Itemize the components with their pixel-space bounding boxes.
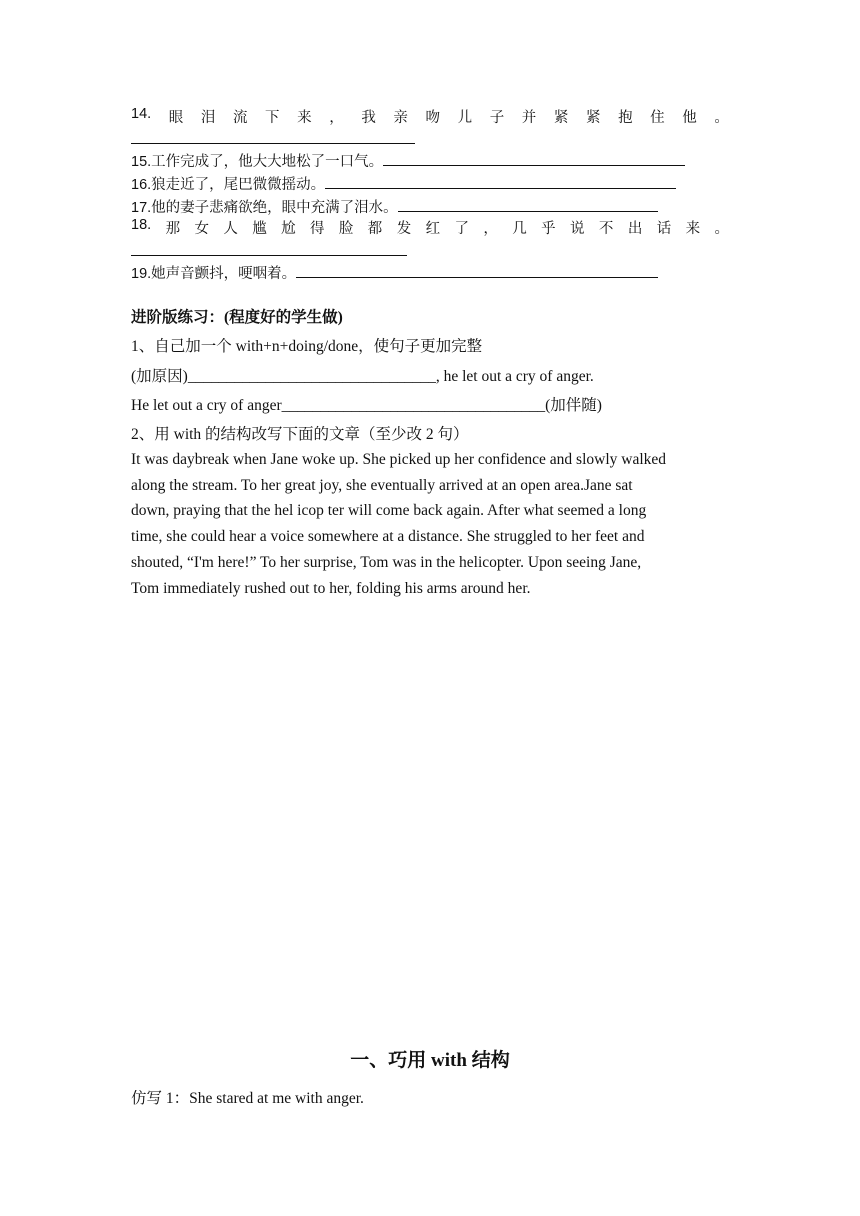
question-char: 红 <box>425 221 441 237</box>
question-char: 儿 <box>457 110 473 126</box>
imitation-1: 仿写 1：She stared at me with anger. <box>131 1090 364 1107</box>
question-char: ， <box>329 110 344 126</box>
question-char: 眼 <box>168 110 184 126</box>
advanced-task-1: 1、自己加一个 with+n+doing/done，使句子更加完整 <box>131 338 483 355</box>
question-char: 泪 <box>200 110 216 126</box>
advanced-task-2: 2、用 with 的结构改写下面的文章（至少改 2 句） <box>131 426 469 443</box>
question-char: 紧 <box>553 110 569 126</box>
passage <box>131 447 731 601</box>
question-char: 尬 <box>281 221 296 237</box>
passage-line: Tom immediately rushed out to her, folding his arms around her. <box>131 579 531 597</box>
question-char: 不 <box>598 221 614 237</box>
advanced-heading: 进阶版练习：(程度好的学生做) <box>131 309 343 326</box>
question-18 <box>131 217 729 238</box>
question-char: 乎 <box>541 221 556 237</box>
question-char: 女 <box>194 221 209 237</box>
question-17-text: 17.他的妻子悲痛欲绝，眼中充满了泪水。 <box>131 200 398 216</box>
question-char: 抱 <box>618 110 633 126</box>
question-19 <box>131 262 658 283</box>
question-char: 发 <box>396 221 412 237</box>
question-char: 说 <box>570 221 585 237</box>
question-char: 子 <box>489 110 505 126</box>
question-15-text: 15.工作完成了，他大大地松了一口气。 <box>131 154 384 170</box>
question-char: 吻 <box>425 110 441 126</box>
question-char: 尴 <box>252 221 267 237</box>
question-char: 得 <box>310 221 325 237</box>
section-title: 一、巧用 with 结构 <box>350 1050 510 1071</box>
passage-line: It was daybreak when Jane woke up. She picked up her confidence and slowly walked <box>131 451 667 468</box>
question-char: 几 <box>512 221 527 237</box>
question-char: 来 <box>685 221 701 237</box>
answer-blank-17[interactable] <box>398 197 658 212</box>
question-char: 那 <box>165 221 181 237</box>
passage-line: down, praying that the hel icop ter will come back again. After what seemed a long <box>131 502 647 520</box>
passage-line: time, she could hear a voice somewhere at a distance. She struggled to her feet and <box>131 528 645 546</box>
question-char: 18. <box>131 217 152 233</box>
question-char: 。 <box>714 110 729 126</box>
question-15 <box>131 150 685 171</box>
question-17 <box>131 196 658 217</box>
question-char: 紧 <box>585 110 601 126</box>
question-char: 都 <box>367 221 383 237</box>
answer-blank-18[interactable] <box>131 255 407 256</box>
line-b-blank[interactable]: __________________________________ <box>281 397 546 414</box>
task-1-line-b <box>131 393 602 415</box>
question-char: 下 <box>265 110 280 126</box>
answer-blank-16[interactable] <box>325 174 676 189</box>
line-b-prefix: He let out a cry of anger <box>131 397 282 414</box>
question-14 <box>131 106 729 127</box>
line-a-blank[interactable]: ________________________________ <box>187 368 436 385</box>
question-char: 流 <box>232 110 248 126</box>
question-char: 14. <box>131 106 152 122</box>
question-19-text: 19.她声音颤抖，哽咽着。 <box>131 266 297 282</box>
question-char: 。 <box>714 221 729 237</box>
question-char: 住 <box>650 110 665 126</box>
answer-blank-19[interactable] <box>296 263 658 278</box>
question-char: 脸 <box>338 221 354 237</box>
question-char: 出 <box>627 221 643 237</box>
question-16-text: 16.狼走近了，尾巴微微摇动。 <box>131 177 326 193</box>
answer-blank-14[interactable] <box>131 143 415 144</box>
question-16 <box>131 173 676 194</box>
passage-line: along the stream. To her great joy, she eventually arrived at an open area.Jane sat <box>131 476 633 494</box>
question-char: ， <box>483 221 498 237</box>
task-1-line-a <box>131 364 594 386</box>
question-char: 来 <box>297 110 312 126</box>
line-a-prefix: (加原因) <box>131 368 188 385</box>
answer-blank-15[interactable] <box>383 151 685 166</box>
passage-line: shouted, “I'm here!” To her surprise, Tom was in the helicopter. Upon seeing Jane, <box>131 553 642 571</box>
question-char: 并 <box>521 110 537 126</box>
question-char: 我 <box>361 110 376 126</box>
line-a-suffix: , he let out a cry of anger. <box>435 368 594 385</box>
question-char: 了 <box>454 221 469 237</box>
question-char: 人 <box>223 221 238 237</box>
question-char: 亲 <box>393 110 408 126</box>
question-char: 他 <box>682 110 697 126</box>
question-char: 话 <box>656 221 672 237</box>
line-b-suffix: (加伴随) <box>545 397 602 414</box>
